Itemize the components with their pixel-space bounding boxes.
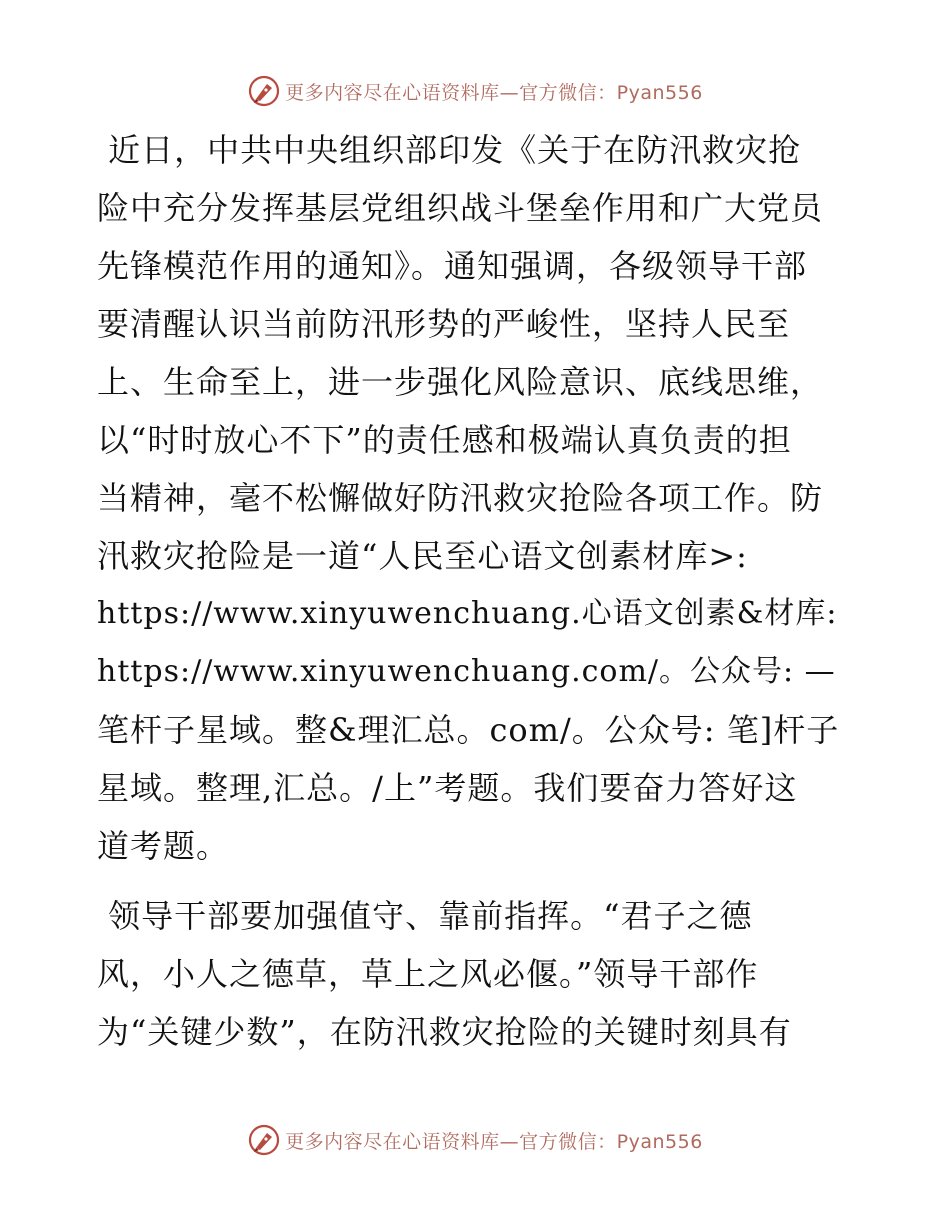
text-line: 笔杆子星域。整&理汇总。com/。公众号: 笔]杆子	[97, 711, 840, 749]
text-line: 近日，中共中央组织部印发《关于在防汛救灾抢	[97, 131, 802, 169]
text-line: 当精神，毫不松懈做好防汛救灾抢险各项工作。防	[97, 479, 824, 517]
header-banner-text: 更多内容尽在心语资料库—官方微信：Pyan556	[285, 81, 703, 104]
paragraph-1	[97, 121, 857, 875]
text-line: https://www.xinyuwenchuang.com/。公众号: —	[97, 654, 836, 689]
text-line: 险中充分发挥基层党组织战斗堡垒作用和广大党员	[97, 189, 824, 227]
text-line: 风，小人之德草，草上之风必偃。”领导干部作	[97, 955, 759, 993]
text-line: 领导干部要加强值守、靠前指挥。“君子之德	[97, 897, 753, 935]
footer-banner-text: 更多内容尽在心语资料库—官方微信：Pyan556	[285, 1130, 703, 1153]
document-body	[97, 121, 857, 1061]
text-line: 要清醒认识当前防汛形势的严峻性，坚持人民至	[97, 305, 791, 343]
text-line: 道考题。	[97, 827, 230, 865]
text-line: 以“时时放心不下”的责任感和极端认真负责的担	[97, 421, 792, 459]
text-line: 上、生命至上，进一步强化风险意识、底线思维，	[97, 363, 824, 401]
text-line: 先锋模范作用的通知》。通知强调，各级领导干部	[97, 247, 808, 285]
text-line: 汛救灾抢险是一道“人民至心语文创素材库>:	[97, 537, 748, 575]
text-line: https://www.xinyuwenchuang.心语文创素&材库:	[97, 596, 838, 631]
text-line: 星域。整理,汇总。/上”考题。我们要奋力答好这	[97, 769, 798, 807]
header-banner	[0, 71, 950, 111]
text-line: 为“关键少数”，在防汛救灾抢险的关键时刻具有	[97, 1013, 792, 1051]
footer-banner	[0, 1120, 950, 1160]
pen-nib-logo-icon	[247, 74, 281, 108]
pen-nib-logo-icon	[247, 1123, 281, 1157]
paragraph-2	[97, 887, 857, 1061]
